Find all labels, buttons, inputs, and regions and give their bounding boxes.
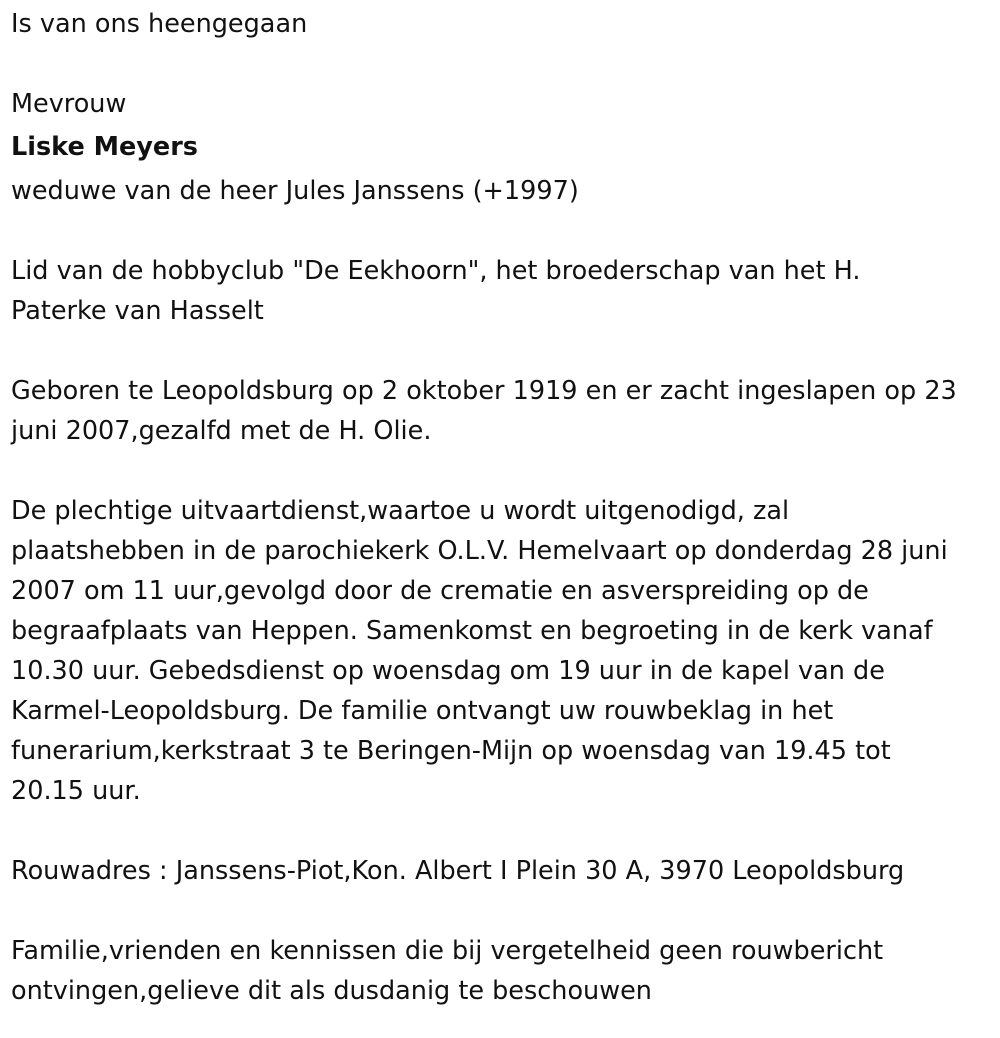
spacer xyxy=(11,811,996,851)
obituary-notice xyxy=(11,4,996,1011)
paragraph-line: De plechtige uitvaartdienst,waartoe u wordt uitgenodigd, zal xyxy=(11,496,790,526)
paragraph-line: plaatshebben in de parochiekerk O.L.V. Hemelvaart op donderdag 28 juni xyxy=(11,536,948,566)
paragraph-line: Paterke van Hasselt xyxy=(11,296,264,326)
paragraph-line: Karmel-Leopoldsburg. De familie ontvangt uw rouwbeklag in het xyxy=(11,696,834,726)
spacer xyxy=(11,451,996,491)
spacer xyxy=(11,44,996,84)
birth-death-paragraph xyxy=(11,371,996,451)
paragraph-line: funerarium,kerkstraat 3 te Beringen-Mijn op woensdag van 19.45 tot xyxy=(11,736,891,766)
funeral-paragraph xyxy=(11,491,996,811)
membership-paragraph xyxy=(11,251,996,331)
paragraph-line: 10.30 uur. Gebedsdienst op woensdag om 19 uur in de kapel van de xyxy=(11,656,885,686)
paragraph-line: juni 2007,gezalfd met de H. Olie. xyxy=(11,416,432,446)
paragraph-line: Geboren te Leopoldsburg op 2 oktober 1919 en er zacht ingeslapen op 23 xyxy=(11,376,957,406)
paragraph-line: begraafplaats van Heppen. Samenkomst en begroeting in de kerk vanaf xyxy=(11,616,933,646)
spacer xyxy=(11,331,996,371)
paragraph-line: Familie,vrienden en kennissen die bij vergetelheid geen rouwbericht xyxy=(11,936,884,966)
spouse-info: weduwe van de heer Jules Janssens (+1997) xyxy=(11,176,579,206)
spacer xyxy=(11,891,996,931)
paragraph-line: ontvingen,gelieve dit als dusdanig te beschouwen xyxy=(11,976,652,1006)
deceased-name: Liske Meyers xyxy=(11,132,198,162)
spacer xyxy=(11,211,996,251)
mourning-address: Rouwadres : Janssens-Piot,Kon. Albert I Plein 30 A, 3970 Leopoldsburg xyxy=(11,856,905,886)
intro-text: Is van ons heengegaan xyxy=(11,9,308,39)
salutation: Mevrouw xyxy=(11,89,127,119)
paragraph-line: 2007 om 11 uur,gevolgd door de crematie en asverspreiding op de xyxy=(11,576,869,606)
closing-paragraph xyxy=(11,931,996,1011)
paragraph-line: Lid van de hobbyclub "De Eekhoorn", het broederschap van het H. xyxy=(11,256,861,286)
paragraph-line: 20.15 uur. xyxy=(11,776,141,806)
